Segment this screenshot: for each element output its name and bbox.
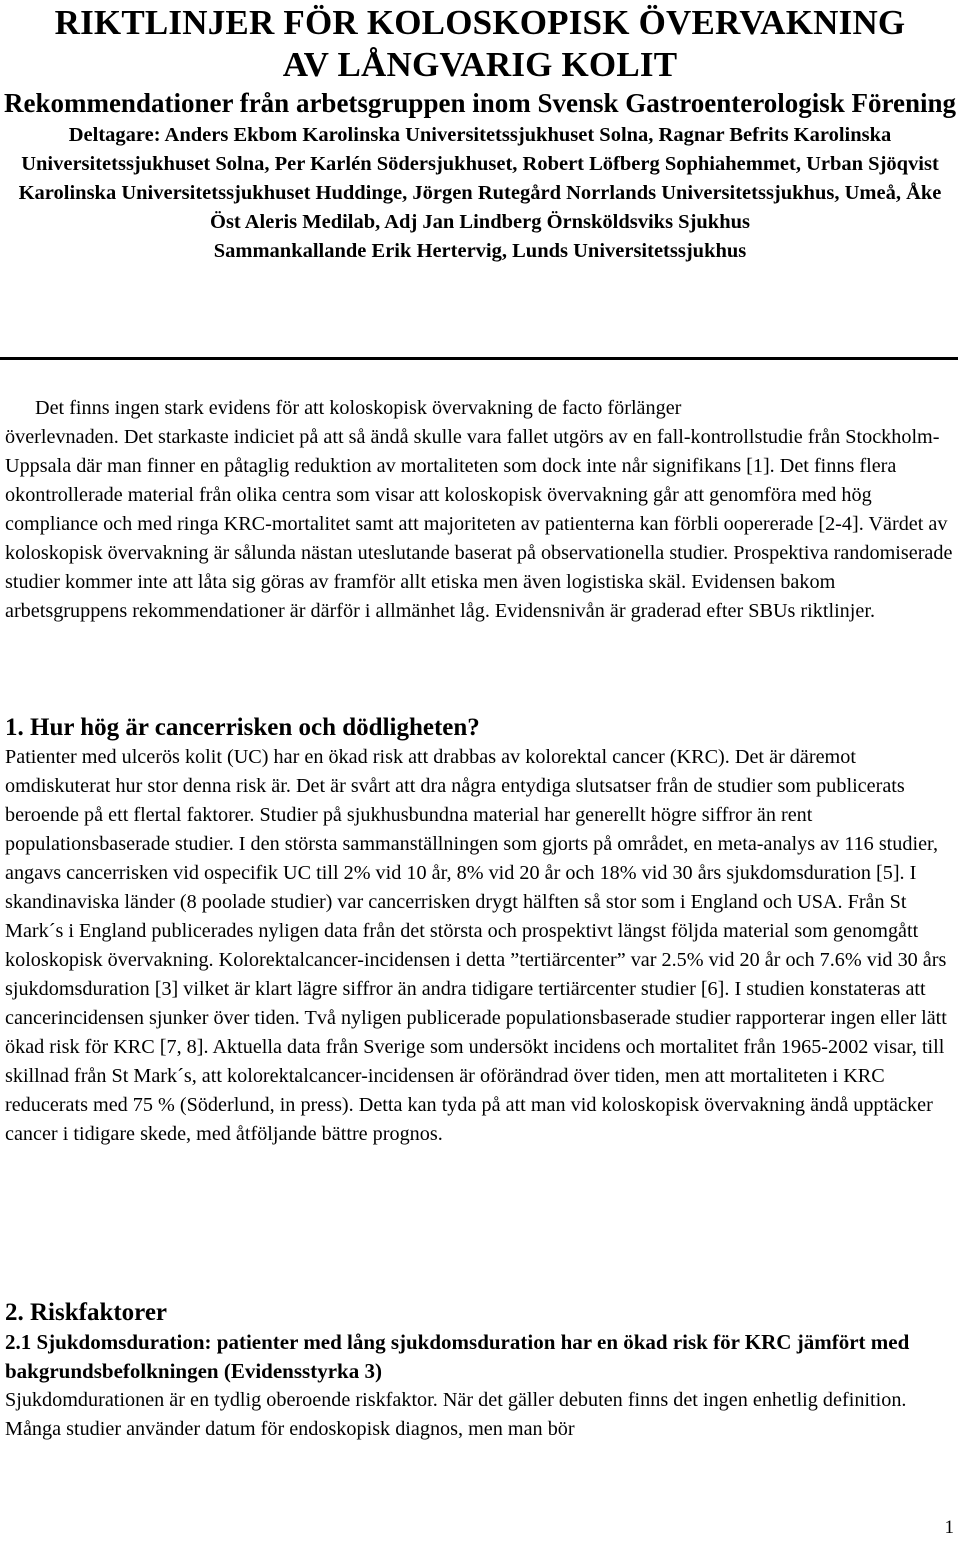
section-2 — [5, 1298, 955, 1444]
section-2-heading: 2. Riskfaktorer — [5, 1299, 168, 1326]
document-title-line-2: AV LÅNGVARIG KOLIT — [282, 45, 678, 84]
document-title-line-1: RIKTLINJER FÖR KOLOSKOPISK ÖVERVAKNING — [54, 3, 906, 42]
participants-list: Deltagare: Anders Ekbom Karolinska Universitetssjukhuset Solna, Ragnar Befrits Karolinska Universitetssjukhuset Solna, Per Karlén Södersjukhuset, Robert Löfberg Sophiahemmet, Urban Sjöqvist Karolinska Universitetssjukhuset Huddinge, Jörgen Rutegård Norrlands Universitetssjukhus, Umeå, Åke Öst Aleris Medilab, Adj Jan Lindberg Örnsköldsviks Sjukhus — [18, 124, 942, 233]
section-2-1-subheading: 2.1 Sjukdomsduration: patienter med lång sjukdomsduration har en ökad risk för KRC jämfört med bakgrundsbefolkningen (Evidensstyrka 3) — [5, 1330, 910, 1383]
convener-line: Sammankallande Erik Hertervig, Lunds Universitetssjukhus — [213, 240, 747, 262]
document-subtitle: Rekommendationer från arbetsgruppen inom Svensk Gastroenterologisk Förening — [3, 88, 957, 118]
page-number: 1 — [944, 1517, 954, 1538]
section-1-heading: 1. Hur hög är cancerrisken och dödligheten? — [5, 714, 480, 741]
section-2-paragraph: Sjukdomdurationen är en tydlig oberoende riskfaktor. När det gäller debuten finns det ingen enhetlig definition. Många studier använder datum för endoskopisk diagnos, men man bör — [5, 1389, 907, 1440]
section-1-paragraph: Patienter med ulcerös kolit (UC) har en ökad risk att drabbas av kolorektal cancer (KRC). Det är däremot omdiskuterat hur stor denna risk är. Det är svårt att dra några entydiga slutsatser från de studier som publicerats beroende på ett flertal faktorer. Studier på sjukhusbundna material har generellt högre siffror än rent populationsbaserade studier. I den största sammanställningen som gjorts på området, en meta-analys av 116 studier, angavs cancerrisken vid ospecifik UC till 2% vid 10 år, 8% vid 20 år och 18% vid 30 års sjukdomsduration [5]. I skandinaviska länder (8 poolade studier) var cancerrisken drygt hälften så stor som i England och USA. Från St Mark´s i England publicerades nyligen data från det största och prospektivt längst följda material som genomgått koloskopisk övervakning. Kolorektalcancer-incidensen i detta ”tertiärcenter” var 2.5% vid 20 år och 7.6% vid 30 års sjukdomsduration [3] vilket är klart lägre siffror än andra tidigare tertiärcenter studier [6]. I studien konstateras att cancerincidensen sjunker över tiden. Två nyligen publicerade populationsbaserade studier rapporterar ingen eller lätt ökad risk för KRC [7, 8]. Aktuella data från Sverige som undersökt incidens och mortalitet från 1965-2002 visar, till skillnad från St Mark´s, att kolorektalcancer-incidensen är oförändrad över tiden, men att mortaliteten i KRC reducerats med 75 % (Söderlund, in press). Detta kan tyda på att man vid koloskopisk övervakning ändå upptäcker cancer i tidigare skede, med åtföljande bättre prognos. — [5, 746, 947, 1145]
intro-paragraph: överlevnaden. Det starkaste indiciet på att så ändå skulle vara fallet utgörs av en fall-kontrollstudie från Stockholm-Uppsala där man finner en påtaglig reduktion av mortaliteten som dock inte når signifikans [1]. Det finns flera okontrollerade material från olika centra som visar att koloskopisk övervakning går att genomföra med hög compliance och med ringa KRC-mortalitet samt att majoriteten av patienterna kan förbli oopererade [2-4]. Värdet av koloskopisk övervakning är sålunda nästan uteslutande baserat på observationella studier. Prospektiva randomiserade studier kommer inte att låta sig göras av framför allt etiska men även logistiska skäl. Evidensen bakom arbetsgruppens rekommendationer är därför i allmänhet låg. Evidensnivån är graderad efter SBUs riktlinjer. — [5, 426, 953, 622]
title-block — [0, 2, 960, 266]
section-1 — [5, 713, 955, 1149]
intro-first-line: Det finns ingen stark evidens för att koloskopisk övervakning de facto förlänger — [35, 397, 682, 419]
intro-section — [5, 394, 955, 626]
horizontal-rule — [0, 357, 958, 360]
